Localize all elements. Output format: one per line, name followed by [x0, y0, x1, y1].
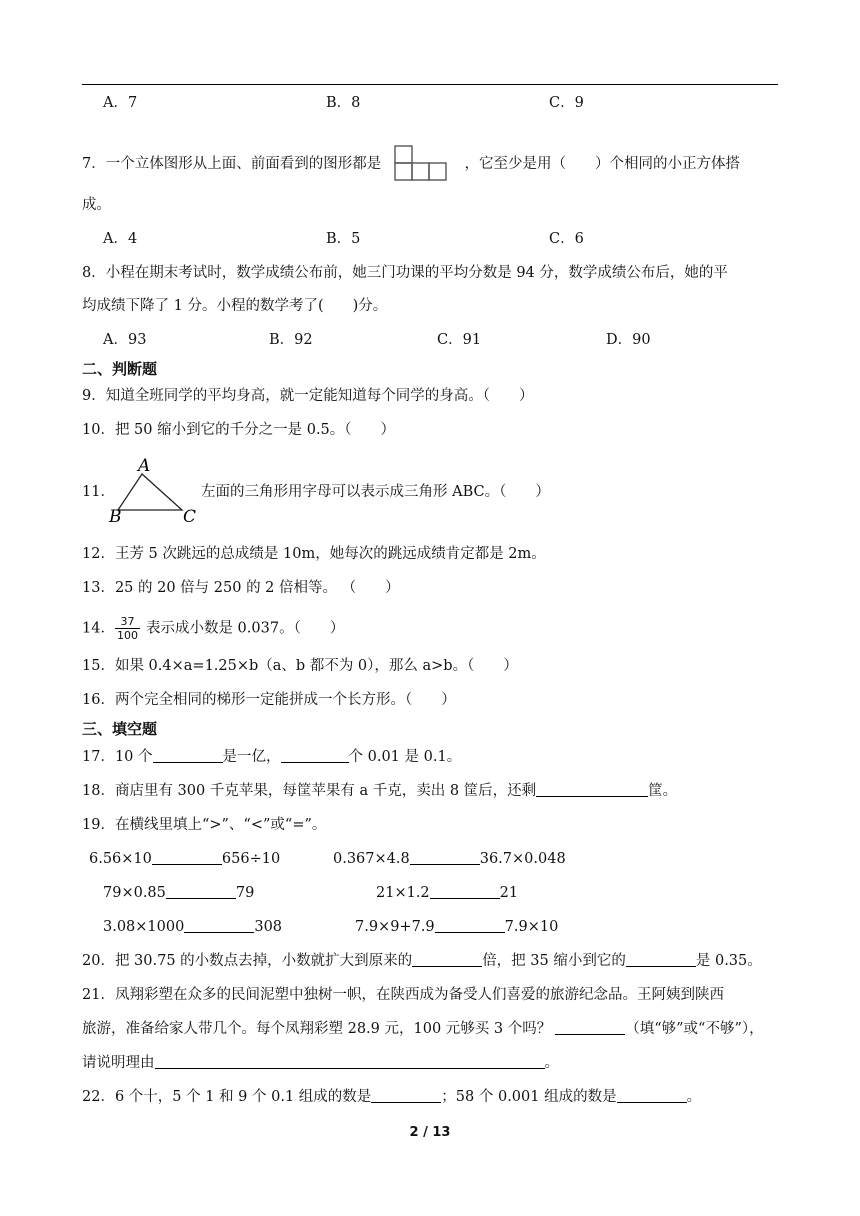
vertex-label-c: C — [183, 507, 197, 525]
q19-row-3-left: 3.08×1000 308 — [103, 919, 283, 935]
question-14: 14． $\frac{37}{100}$ 表示成小数是 0.037。（ ） — [82, 615, 345, 642]
q21-blank-reason[interactable] — [155, 1054, 545, 1069]
q19-blank-1[interactable] — [152, 850, 222, 865]
section-title-judgment: 二、判断题 — [82, 360, 158, 378]
q19-blank-6[interactable] — [435, 918, 505, 933]
q21-blank-answer[interactable] — [555, 1020, 625, 1035]
question-8-line-1: 8．小程在期末考试时，数学成绩公布前，她三门功课的平均分数是 94 分，数学成绩公布后，她的平 — [82, 265, 728, 281]
q19-row-1-right: 0.367×4.8 36.7×0.048 — [333, 851, 566, 867]
header-rule — [82, 84, 778, 85]
q17-blank-1[interactable] — [153, 748, 223, 763]
q19-row-2-left: 79×0.85 79 — [103, 885, 255, 901]
q7-option-c[interactable]: C．6 — [549, 231, 584, 247]
question-9: 9．知道全班同学的平均身高，就一定能知道每个同学的身高。（ ） — [82, 388, 534, 404]
q6-option-a[interactable]: A．7 — [103, 95, 138, 111]
q19-blank-3[interactable] — [166, 884, 236, 899]
vertex-label-b: B — [109, 507, 122, 525]
question-7-text-cont: 成。 — [82, 197, 111, 213]
question-15: 15．如果 0.4×a=1.25×b（a、b 都不为 0），那么 a>b。（ ） — [82, 658, 518, 674]
q17-blank-2[interactable] — [281, 748, 349, 763]
q22-blank-2[interactable] — [617, 1088, 687, 1103]
q6-option-c[interactable]: C．9 — [549, 95, 584, 111]
q7-option-a[interactable]: A．4 — [103, 231, 138, 247]
q22-blank-1[interactable] — [371, 1088, 441, 1103]
question-12: 12．王芳 5 次跳远的总成绩是 10m，她每次的跳远成绩肯定都是 2m。 — [82, 546, 546, 562]
question-22: 22．6 个十，5 个 1 和 9 个 0.1 组成的数是 ；58 个 0.001 组成的数是 。 — [82, 1089, 702, 1105]
q19-row-1-left: 6.56×10 656÷10 — [89, 851, 281, 867]
question-7-text: 7．一个立体图形从上面、前面看到的图形都是 ，它至少是用（ ）个相同的小正方体搭 — [82, 144, 740, 184]
q19-blank-2[interactable] — [410, 850, 480, 865]
q19-blank-4[interactable] — [430, 884, 500, 899]
q8-option-b[interactable]: B．92 — [269, 332, 313, 348]
q20-blank-1[interactable] — [412, 952, 482, 967]
question-19-intro: 19．在横线里填上“>”、“<”或“=”。 — [82, 817, 327, 833]
triangle-abc-figure — [106, 453, 204, 525]
q19-row-2-right: 21×1.2 21 — [376, 885, 519, 901]
question-11-number: 11． — [82, 484, 115, 500]
question-8-line-2: 均成绩下降了 1 分。小程的数学考了( )分。 — [82, 298, 388, 314]
question-13: 13．25 的 20 倍与 250 的 2 倍相等。 （ ） — [82, 580, 400, 596]
q6-option-b[interactable]: B．8 — [326, 95, 361, 111]
question-10: 10．把 50 缩小到它的千分之一是 0.5。（ ） — [82, 422, 396, 438]
section-title-fill-in: 三、填空题 — [82, 720, 158, 738]
question-18: 18．商店里有 300 千克苹果，每筐苹果有 a 千克，卖出 8 筐后，还剩 筐。 — [82, 783, 678, 799]
q8-option-d[interactable]: D．90 — [606, 332, 651, 348]
question-21-line-3: 请说明理由 。 — [82, 1055, 559, 1071]
q19-blank-5[interactable] — [184, 918, 254, 933]
question-20: 20．把 30.75 的小数点去掉，小数就扩大到原来的 倍，把 35 缩小到它的 是 0.35。 — [82, 953, 762, 969]
question-16: 16．两个完全相同的梯形一定能拼成一个长方形。（ ） — [82, 692, 456, 708]
q19-row-3-right: 7.9×9+7.9 7.9×10 — [355, 919, 559, 935]
question-17: 17．10 个 是一亿， 个 0.01 是 0.1。 — [82, 749, 462, 765]
q8-option-c[interactable]: C．91 — [437, 332, 482, 348]
cube-view-figure — [392, 144, 450, 184]
vertex-label-a: A — [138, 456, 151, 476]
q8-option-a[interactable]: A．93 — [103, 332, 147, 348]
question-21-line-1: 21．凤翔彩塑在众多的民间泥塑中独树一帜，在陕西成为备受人们喜爱的旅游纪念品。王阿姨到陕西 — [82, 987, 724, 1003]
page-number: 2 / 13 — [409, 1125, 451, 1140]
fraction-37-100: $\frac{37}{100}$ — [116, 615, 138, 642]
q18-blank[interactable] — [536, 782, 648, 797]
q20-blank-2[interactable] — [626, 952, 696, 967]
question-11-text: 左面的三角形用字母可以表示成三角形 ABC。（ ） — [201, 484, 550, 500]
q7-option-b[interactable]: B．5 — [326, 231, 361, 247]
question-21-line-2: 旅游，准备给家人带几个。每个凤翔彩塑 28.9 元，100 元够买 3 个吗？ （填“够”或“不够”）， — [82, 1021, 764, 1037]
